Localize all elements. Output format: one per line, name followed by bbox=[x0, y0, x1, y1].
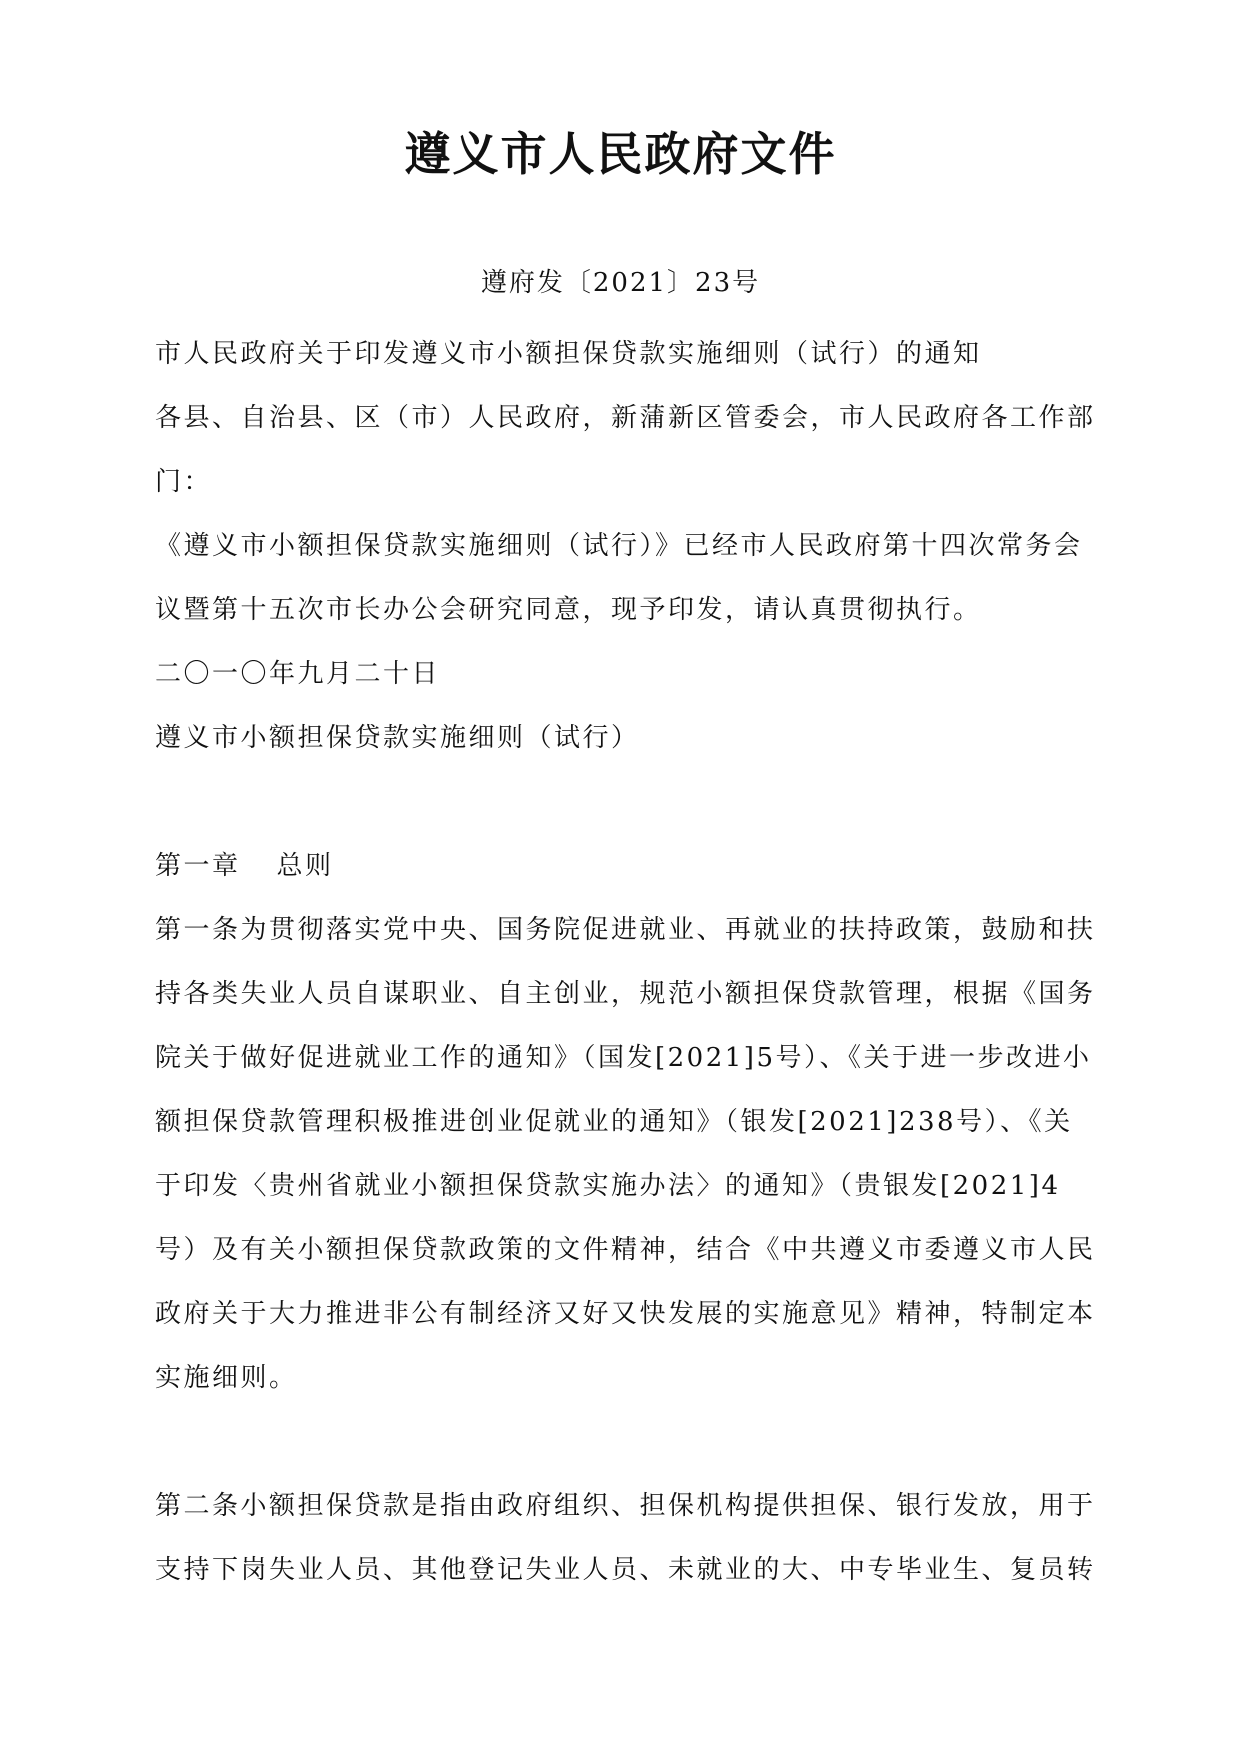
article-2-paragraph: 第二条小额担保贷款是指由政府组织、担保机构提供担保、银行发放，用于支持下岗失业人员、其他登记失业人员、未就业的大、中专毕业生、复员转 bbox=[155, 1491, 1096, 1585]
chapter-heading bbox=[155, 834, 1100, 898]
document-title: 遵义市人民政府文件 bbox=[404, 127, 837, 181]
issue-date: 二〇一〇年九月二十日 bbox=[155, 659, 441, 689]
rules-title: 遵义市小额担保贷款实施细则（试行） bbox=[155, 723, 640, 753]
article-1-paragraph: 第一条为贯彻落实党中央、国务院促进就业、再就业的扶持政策，鼓励和扶持各类失业人员自谋职业、自主创业，规范小额担保贷款管理，根据《国务院关于做好促进就业工作的通知》（国发[2021]5号）、《关于进一步改进小额担保贷款管理积极推进创业促就业的通知》（银发[2021]238号）、《关于印发〈贵州省就业小额担保贷款实施办法〉的通知》（贵银发[2021]4号）及有关小额担保贷款政策的文件精神，结合《中共遵义市委遵义市人民政府关于大力推进非公有制经济又好又快发展的实施意见》精神，特制定本实施细则。 bbox=[155, 915, 1096, 1393]
chapter-name: 总则 bbox=[276, 851, 334, 881]
intro-paragraph: 《遵义市小额担保贷款实施细则（试行）》已经市人民政府第十四次常务会议暨第十五次市长办公会研究同意，现予印发，请认真贯彻执行。 bbox=[155, 531, 1083, 625]
chapter-number: 第一章 bbox=[155, 851, 241, 881]
recipients-paragraph: 各县、自治县、区（市）人民政府，新蒲新区管委会，市人民政府各工作部门： bbox=[155, 403, 1096, 497]
notice-title: 市人民政府关于印发遵义市小额担保贷款实施细则（试行）的通知 bbox=[155, 339, 982, 369]
document-number: 遵府发〔2021〕23号 bbox=[480, 268, 761, 298]
